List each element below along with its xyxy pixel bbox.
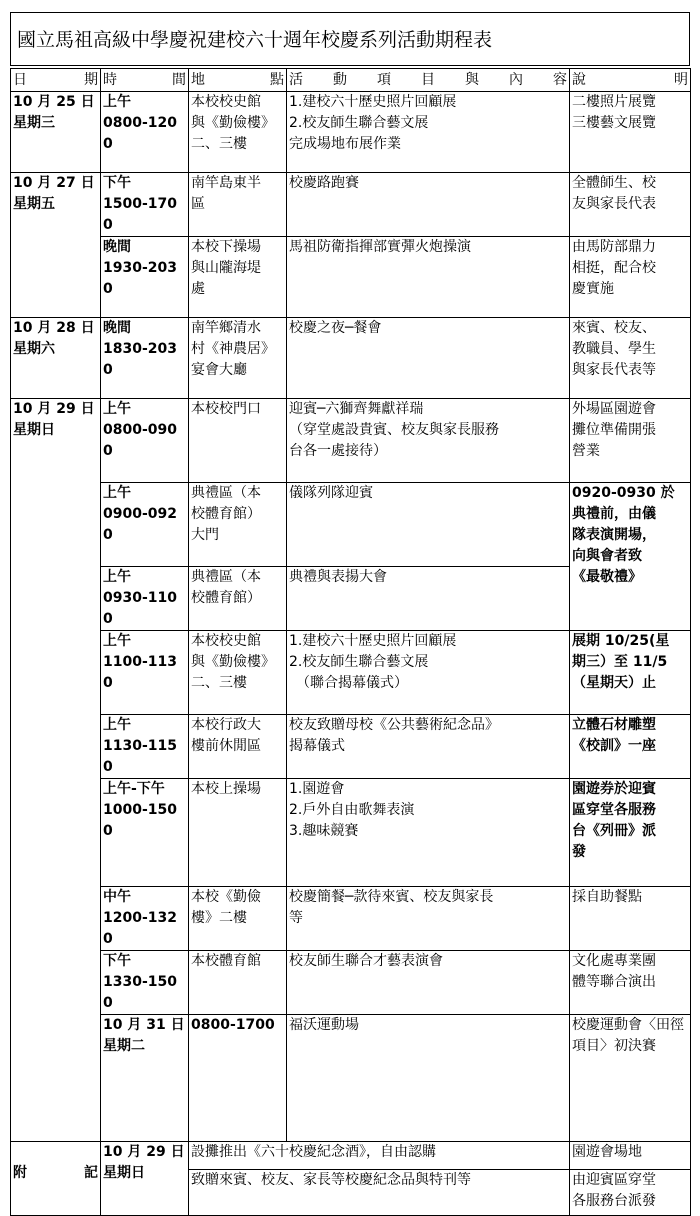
note-cell: 立體石材雕塑 《校訓》一座: [570, 715, 691, 779]
place-cell: 典禮區（本 校體育館） 大門: [189, 483, 287, 567]
content-cell: 1.建校六十歷史照片回顧展 2.校友師生聯合藝文展 完成場地布展作業: [287, 92, 570, 173]
time-cell: 上午-下午 1000-1500: [101, 779, 189, 887]
time-cell: 上午 1130-1150: [101, 715, 189, 779]
content-cell: 校慶之夜─餐會: [287, 318, 570, 399]
table-row: [11, 779, 691, 887]
content-cell: 校慶路跑賽: [287, 173, 570, 237]
note-cell: 0920-0930 於 典禮前，由儀 隊表演開場， 向與會者致 《最敬禮》: [570, 483, 691, 631]
note-cell: 外場區園遊會 攤位準備開張 營業: [570, 399, 691, 483]
time-cell: 上午 0800-0900: [101, 399, 189, 483]
date-cell: 10 月 31 日 星期二: [101, 1015, 189, 1142]
time-cell: 晚間 1830-2030: [101, 318, 189, 399]
place-cell: 南竿鄉清水 村《神農居》 宴會大廳: [189, 318, 287, 399]
appendix-date: 10 月 29 日 星期日: [101, 1142, 189, 1216]
content-cell: 馬祖防衛指揮部實彈火炮操演: [287, 237, 570, 318]
schedule-page: [10, 12, 690, 1216]
table-row: [11, 631, 691, 715]
place-cell: 本校行政大 樓前休閒區: [189, 715, 287, 779]
time-cell: 上午 0800-1200: [101, 92, 189, 173]
time-cell: 中午 1200-1320: [101, 887, 189, 951]
place-cell: 本校體育館: [189, 951, 287, 1015]
place-cell: 典禮區（本 校體育館）: [189, 567, 287, 631]
note-cell: 園遊券於迎賓 區穿堂各服務 台《列冊》派 發: [570, 779, 691, 887]
appendix-line-2: 致贈來賓、校友、家長等校慶紀念品與特刊等: [189, 1170, 570, 1216]
time-cell: 上午 0900-0920: [101, 483, 189, 567]
place-cell: 本校校門口: [189, 399, 287, 483]
date-cell: 10 月 25 日 星期三: [11, 92, 101, 173]
content-cell: 校友師生聯合才藝表演會: [287, 951, 570, 1015]
content-cell: 1.建校六十歷史照片回顧展 2.校友師生聯合藝文展 （聯合揭幕儀式）: [287, 631, 570, 715]
header-note: 說 明: [570, 69, 691, 92]
header-content: 活 動 項 目 與 內 容: [287, 69, 570, 92]
place-cell: 本校下操場 與山隴海堤 處: [189, 237, 287, 318]
table-row: [11, 318, 691, 399]
place-cell: 南竿島東半 區: [189, 173, 287, 237]
header-row: [11, 69, 691, 92]
note-cell: 二樓照片展覽 三樓藝文展覽: [570, 92, 691, 173]
table-row: [11, 951, 691, 1015]
table-row: [11, 399, 691, 483]
date-cell: 10 月 27 日 星期五: [11, 173, 101, 318]
content-cell: 校友致贈母校《公共藝術紀念品》 揭幕儀式: [287, 715, 570, 779]
time-cell: 晚間 1930-2030: [101, 237, 189, 318]
note-cell: 全體師生、校 友與家長代表: [570, 173, 691, 237]
time-cell: 下午 1330-1500: [101, 951, 189, 1015]
content-cell: 儀隊列隊迎賓: [287, 483, 570, 567]
time-cell: 下午 1500-1700: [101, 173, 189, 237]
place-cell: 本校上操場: [189, 779, 287, 887]
content-cell: 典禮與表揚大會: [287, 567, 570, 631]
table-row: [11, 1015, 691, 1142]
place-cell: 本校校史館 與《勤儉樓》 二、三樓: [189, 92, 287, 173]
place-cell: 福沃運動場: [287, 1015, 570, 1142]
time-cell: 上午 0930-1100: [101, 567, 189, 631]
table-row: [11, 887, 691, 951]
appendix-label: 附 記: [11, 1142, 101, 1216]
table-row: [11, 92, 691, 173]
note-cell: 展期 10/25(星 期三）至 11/5 （星期天）止: [570, 631, 691, 715]
place-cell: 本校校史館 與《勤儉樓》 二、三樓: [189, 631, 287, 715]
table-row: [11, 483, 691, 567]
header-place: 地 點: [189, 69, 287, 92]
header-time: 時 間: [101, 69, 189, 92]
note-cell: 由馬防部鼎力 相挺，配合校 慶實施: [570, 237, 691, 318]
appendix-row: [11, 1142, 691, 1170]
content-cell: 1.園遊會 2.戶外自由歌舞表演 3.趣味競賽: [287, 779, 570, 887]
table-row: [11, 715, 691, 779]
content-cell: 迎賓─六獅齊舞獻祥瑞 （穿堂處設貴賓、校友與家長服務 台各一處接待）: [287, 399, 570, 483]
time-cell: 上午 1100-1130: [101, 631, 189, 715]
appendix-note-2: 由迎賓區穿堂 各服務台派發: [570, 1170, 691, 1216]
table-row: [11, 237, 691, 318]
note-cell: 來賓、校友、 教職員、學生 與家長代表等: [570, 318, 691, 399]
appendix-line-1: 設攤推出《六十校慶紀念酒》，自由認購: [189, 1142, 570, 1170]
date-cell: 10 月 29 日 星期日: [11, 399, 101, 1142]
header-date: 日 期: [11, 69, 101, 92]
appendix-note-1: 園遊會場地: [570, 1142, 691, 1170]
place-cell: 本校《勤儉 樓》二樓: [189, 887, 287, 951]
note-cell: 文化處專業團 體等聯合演出: [570, 951, 691, 1015]
content-cell: 校慶運動會〈田徑項目〉初決賽: [570, 1015, 691, 1142]
document-title: 國立馬祖高級中學慶祝建校六十週年校慶系列活動期程表: [10, 12, 690, 66]
schedule-table: [10, 68, 691, 1216]
content-cell: 校慶簡餐─款待來賓、校友與家長 等: [287, 887, 570, 951]
time-cell: 0800-1700: [189, 1015, 287, 1142]
note-cell: 採自助餐點: [570, 887, 691, 951]
date-cell: 10 月 28 日 星期六: [11, 318, 101, 399]
table-row: [11, 173, 691, 237]
